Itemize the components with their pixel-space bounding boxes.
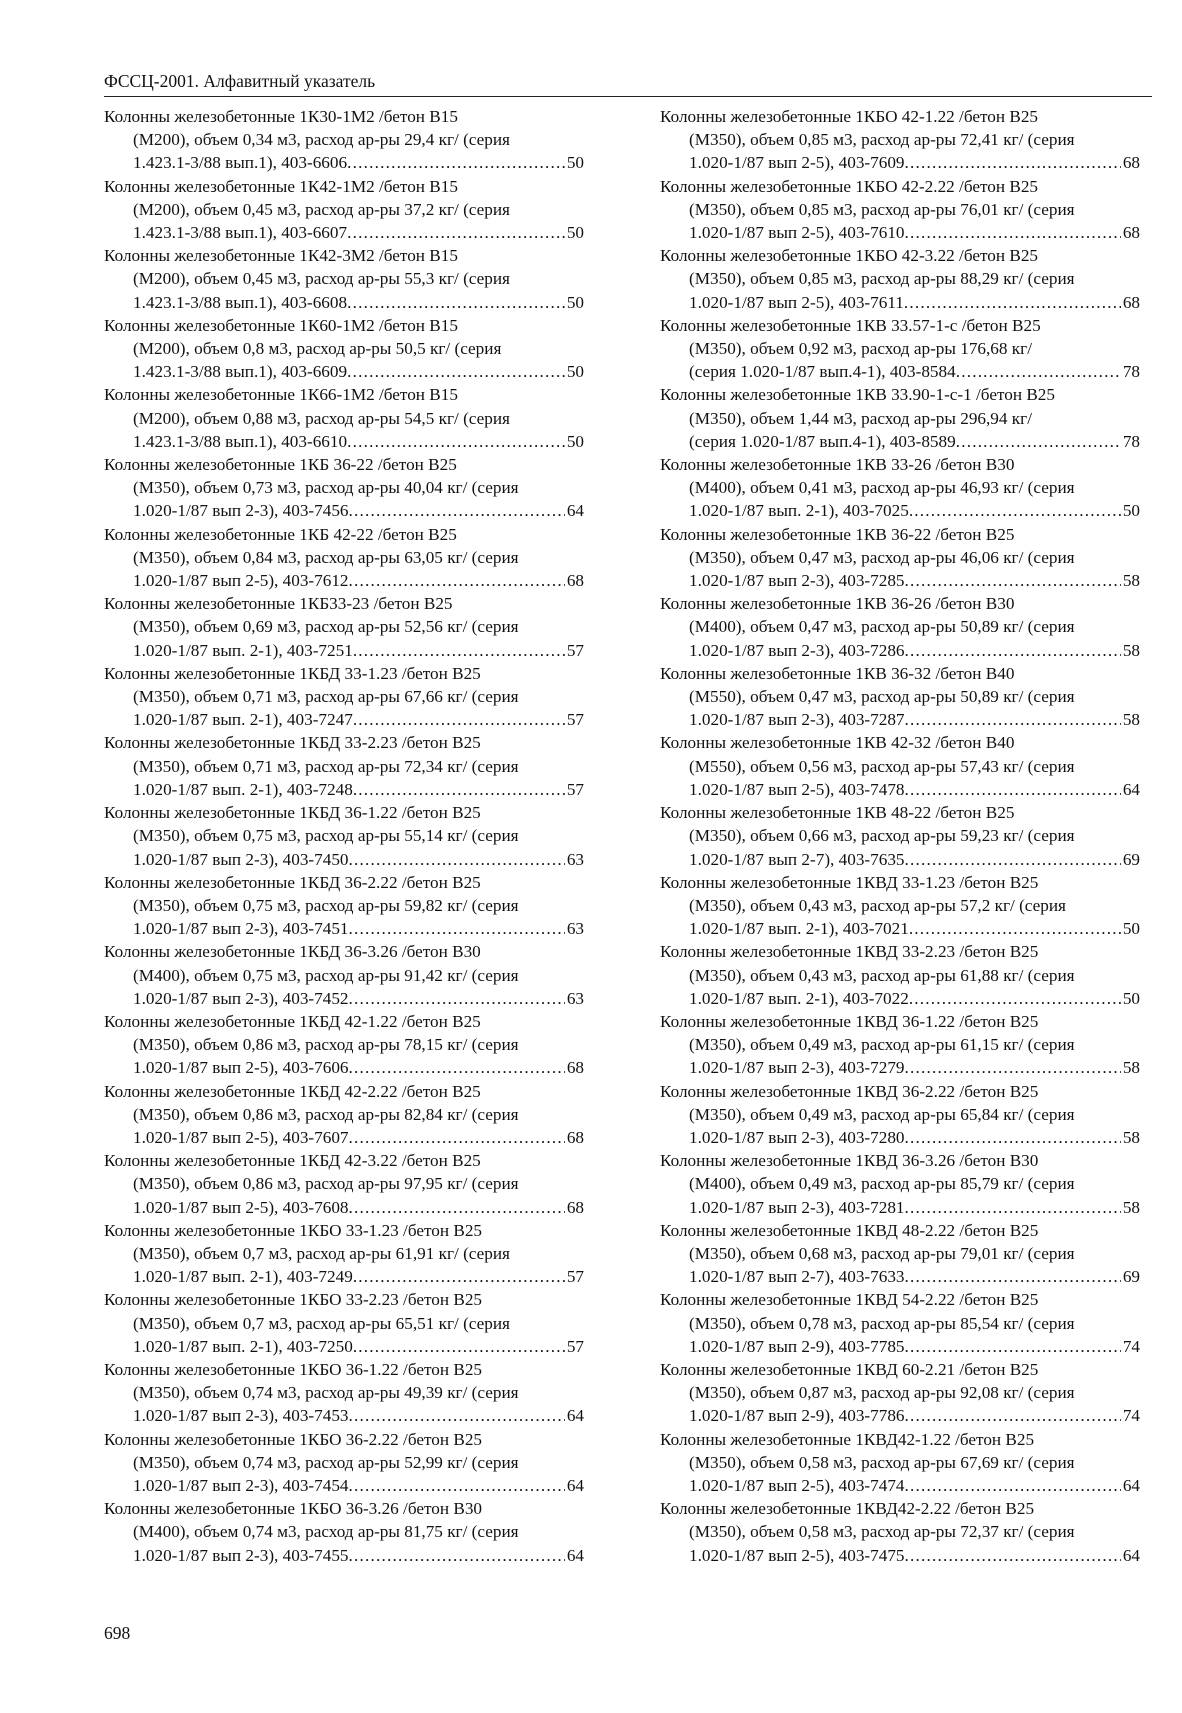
entry-description: (М350), объем 0,74 м3, расход ар-ры 49,39 кг/ (серия [133, 1383, 519, 1403]
index-entry [104, 1010, 584, 1080]
index-entry [104, 244, 584, 314]
entry-reference-line [104, 778, 584, 801]
entry-title: Колонны железобетонные 1КБО 36-3.26 /бетон B30 [104, 1499, 483, 1519]
dot-leader [353, 639, 565, 662]
entry-page-number: 57 [566, 640, 584, 660]
entry-description: (М350), объем 0,86 м3, расход ар-ры 78,15 кг/ (серия [133, 1035, 519, 1055]
entry-title: Колонны железобетонные 1КВД 36-1.22 /бетон B25 [660, 1011, 1039, 1031]
entry-title: Колонны железобетонные 1КВ 33-26 /бетон B30 [660, 455, 1015, 475]
entry-reference: 1.423.1-3/88 вып.1), 403-6610 [133, 431, 348, 451]
entry-reference: 1.020-1/87 вып 2-5), 403-7607 [133, 1127, 349, 1147]
entry-reference: 1.020-1/87 вып 2-7), 403-7633 [689, 1267, 905, 1287]
entry-description: (М350), объем 0,66 м3, расход ар-ры 59,23 кг/ (серия [689, 826, 1075, 846]
entry-page-number: 57 [566, 710, 584, 730]
page-title: ФССЦ-2001. Алфавитный указатель [104, 71, 376, 91]
entry-page-number: 50 [566, 223, 584, 243]
entry-page-number: 68 [566, 571, 584, 591]
entry-reference-line [660, 1265, 1140, 1288]
entry-title: Колонны железобетонные 1КВ 36-26 /бетон B30 [660, 594, 1015, 614]
entry-description: (М350), объем 0,92 м3, расход ар-ры 176,68 кг/ [689, 339, 1032, 359]
entry-description: (М350), объем 0,75 м3, расход ар-ры 55,14 кг/ (серия [133, 826, 519, 846]
dot-leader [905, 221, 1121, 244]
dot-leader [909, 917, 1121, 940]
entry-page-number: 50 [1122, 988, 1140, 1008]
entry-page-number: 68 [1122, 292, 1140, 312]
entry-reference-line [104, 569, 584, 592]
entry-reference: 1.020-1/87 вып. 2-1), 403-7248 [133, 779, 353, 799]
entry-description: (М350), объем 0,58 м3, расход ар-ры 72,37 кг/ (серия [689, 1522, 1075, 1542]
dot-leader [347, 360, 565, 383]
index-entry [104, 871, 584, 941]
entry-reference-line [660, 221, 1140, 244]
entry-title: Колонны железобетонные 1КБД 42-1.22 /бетон B25 [104, 1011, 481, 1031]
entry-page-number: 69 [1122, 849, 1140, 869]
entry-description: (М350), объем 0,85 м3, расход ар-ры 88,29 кг/ (серия [689, 269, 1075, 289]
entry-reference: 1.020-1/87 вып 2-3), 403-7456 [133, 501, 349, 521]
entry-reference: 1.020-1/87 вып. 2-1), 403-7249 [133, 1267, 353, 1287]
index-entry [660, 1219, 1140, 1289]
index-column-right [660, 105, 1140, 1567]
entry-description: (М400), объем 0,75 м3, расход ар-ры 91,42 кг/ (серия [133, 965, 519, 985]
entry-reference-line [660, 360, 1140, 383]
entry-description: (М350), объем 0,49 м3, расход ар-ры 61,15 кг/ (серия [689, 1035, 1075, 1055]
entry-description: (М350), объем 0,74 м3, расход ар-ры 52,99 кг/ (серия [133, 1452, 519, 1472]
index-entry [104, 662, 584, 732]
dot-leader [905, 848, 1121, 871]
entry-reference-line [660, 1335, 1140, 1358]
entry-reference-line [104, 987, 584, 1010]
entry-reference: 1.020-1/87 вып. 2-1), 403-7025 [689, 501, 909, 521]
entry-page-number: 50 [1122, 501, 1140, 521]
entry-reference: 1.020-1/87 вып 2-5), 403-7610 [689, 223, 905, 243]
dot-leader [905, 1126, 1121, 1149]
index-entry [104, 314, 584, 384]
entry-page-number: 68 [1122, 223, 1140, 243]
entry-title: Колонны железобетонные 1КБО 36-1.22 /бетон B25 [104, 1359, 483, 1379]
entry-page-number: 50 [566, 153, 584, 173]
index-entry [104, 1288, 584, 1358]
index-entry [104, 383, 584, 453]
entry-title: Колонны железобетонные 1К66-1М2 /бетон B15 [104, 385, 458, 405]
entry-reference-line [104, 848, 584, 871]
entry-description: (М550), объем 0,56 м3, расход ар-ры 57,43 кг/ (серия [689, 756, 1075, 776]
entry-reference-line [104, 1265, 584, 1288]
entry-reference: 1.423.1-3/88 вып.1), 403-6609 [133, 362, 348, 382]
entry-page-number: 63 [566, 988, 584, 1008]
entry-page-number: 58 [1122, 710, 1140, 730]
entry-page-number: 68 [1122, 153, 1140, 173]
entry-reference: 1.020-1/87 вып 2-3), 403-7450 [133, 849, 349, 869]
dot-leader [905, 639, 1121, 662]
index-entry [660, 175, 1140, 245]
entry-reference-line [660, 1404, 1140, 1427]
entry-title: Колонны железобетонные 1КВ 42-32 /бетон B40 [660, 733, 1015, 753]
index-entry [660, 1288, 1140, 1358]
index-entry [660, 314, 1140, 384]
dot-leader [349, 569, 565, 592]
dot-leader [905, 569, 1121, 592]
entry-title: Колонны железобетонные 1КВД 60-2.21 /бетон B25 [660, 1359, 1039, 1379]
entry-page-number: 78 [1122, 362, 1140, 382]
index-entry [104, 1149, 584, 1219]
entry-description: (М350), объем 0,85 м3, расход ар-ры 76,01 кг/ (серия [689, 199, 1075, 219]
dot-leader [905, 1196, 1121, 1219]
entry-description: (М400), объем 0,41 м3, расход ар-ры 46,93 кг/ (серия [689, 478, 1075, 498]
dot-leader [349, 1404, 565, 1427]
entry-reference-line [104, 1056, 584, 1079]
index-entry [660, 383, 1140, 453]
dot-leader [347, 291, 565, 314]
index-entry [104, 105, 584, 175]
entry-page-number: 64 [1122, 1545, 1140, 1565]
entry-reference-line [104, 1126, 584, 1149]
index-entry [104, 1219, 584, 1289]
index-entry [660, 1497, 1140, 1567]
entry-reference-line [104, 291, 584, 314]
index-entry [104, 453, 584, 523]
entry-reference-line [104, 1335, 584, 1358]
entry-page-number: 64 [1122, 1475, 1140, 1495]
entry-description: (М400), объем 0,74 м3, расход ар-ры 81,75 кг/ (серия [133, 1522, 519, 1542]
entry-reference: 1.020-1/87 вып 2-5), 403-7478 [689, 779, 905, 799]
entry-title: Колонны железобетонные 1К30-1М2 /бетон B15 [104, 107, 458, 126]
entry-reference: 1.020-1/87 вып 2-3), 403-7281 [689, 1197, 905, 1217]
dot-leader [905, 1474, 1121, 1497]
dot-leader [905, 1265, 1121, 1288]
index-column-left [104, 105, 584, 1567]
entry-reference-line [104, 151, 584, 174]
entry-description: (М350), объем 1,44 м3, расход ар-ры 296,94 кг/ [689, 408, 1032, 428]
entry-page-number: 58 [1122, 1127, 1140, 1147]
entry-reference: 1.020-1/87 вып 2-7), 403-7635 [689, 849, 905, 869]
dot-leader [956, 430, 1121, 453]
index-entry [104, 1497, 584, 1567]
entry-description: (М200), объем 0,8 м3, расход ар-ры 50,5 кг/ (серия [133, 339, 502, 359]
index-entry [660, 523, 1140, 593]
entry-page-number: 69 [1122, 1267, 1140, 1287]
index-entry [104, 592, 584, 662]
entry-reference: 1.020-1/87 вып 2-3), 403-7451 [133, 919, 349, 939]
entry-description: (М350), объем 0,71 м3, расход ар-ры 67,66 кг/ (серия [133, 687, 519, 707]
entry-reference-line [660, 708, 1140, 731]
entry-description: (М350), объем 0,71 м3, расход ар-ры 72,34 кг/ (серия [133, 756, 519, 776]
dot-leader [905, 1056, 1121, 1079]
entry-description: (М200), объем 0,45 м3, расход ар-ры 37,2 кг/ (серия [133, 199, 510, 219]
entry-title: Колонны железобетонные 1КБ 36-22 /бетон B25 [104, 455, 457, 475]
entry-reference: 1.020-1/87 вып 2-5), 403-7475 [689, 1545, 905, 1565]
entry-title: Колонны железобетонные 1КВ 33.57-1-с /бетон B25 [660, 315, 1041, 335]
dot-leader [905, 1404, 1121, 1427]
entry-reference-line [104, 708, 584, 731]
entry-page-number: 64 [566, 1545, 584, 1565]
entry-description: (М550), объем 0,47 м3, расход ар-ры 50,89 кг/ (серия [689, 687, 1075, 707]
dot-leader [347, 430, 565, 453]
entry-reference: 1.020-1/87 вып 2-3), 403-7452 [133, 988, 349, 1008]
entry-title: Колонны железобетонные 1КБО 42-3.22 /бетон B25 [660, 246, 1039, 266]
index-entry [660, 1010, 1140, 1080]
entry-reference: 1.020-1/87 вып. 2-1), 403-7021 [689, 919, 909, 939]
dot-leader [349, 1544, 565, 1567]
entry-title: Колонны железобетонные 1КВД 36-3.26 /бетон B30 [660, 1151, 1039, 1171]
entry-title: Колонны железобетонные 1КБД 36-1.22 /бетон B25 [104, 803, 481, 823]
entry-title: Колонны железобетонные 1КБО 36-2.22 /бетон B25 [104, 1429, 483, 1449]
entry-reference-line [104, 1196, 584, 1219]
entry-reference: 1.020-1/87 вып 2-5), 403-7609 [689, 153, 905, 173]
dot-leader [347, 221, 565, 244]
entry-reference: (серия 1.020-1/87 вып.4-1), 403-8589 [689, 431, 956, 451]
entry-reference-line [660, 499, 1140, 522]
entry-page-number: 63 [566, 919, 584, 939]
index-entry [660, 105, 1140, 175]
index-entry [660, 1358, 1140, 1428]
dot-leader [905, 1335, 1121, 1358]
entry-reference: 1.020-1/87 вып 2-3), 403-7286 [689, 640, 905, 660]
index-entry [104, 1428, 584, 1498]
index-entry [660, 1428, 1140, 1498]
entry-reference-line [660, 291, 1140, 314]
index-entry [660, 871, 1140, 941]
index-entry [660, 453, 1140, 523]
entry-reference-line [104, 430, 584, 453]
entry-title: Колонны железобетонные 1КБД 42-2.22 /бетон B25 [104, 1081, 481, 1101]
dot-leader [353, 708, 565, 731]
entry-reference-line [104, 639, 584, 662]
index-entry [104, 731, 584, 801]
dot-leader [905, 1544, 1121, 1567]
entry-reference-line [104, 1404, 584, 1427]
entry-page-number: 74 [1122, 1336, 1140, 1356]
dot-leader [349, 1474, 565, 1497]
dot-leader [353, 1265, 565, 1288]
entry-title: Колонны железобетонные 1К42-3М2 /бетон B15 [104, 246, 458, 266]
entry-reference-line [104, 917, 584, 940]
entry-reference-line [660, 987, 1140, 1010]
entry-reference-line [104, 360, 584, 383]
entry-description: (М350), объем 0,86 м3, расход ар-ры 97,95 кг/ (серия [133, 1174, 519, 1194]
entry-reference-line [660, 1126, 1140, 1149]
entry-reference: 1.020-1/87 вып. 2-1), 403-7251 [133, 640, 353, 660]
entry-description: (М350), объем 0,85 м3, расход ар-ры 72,41 кг/ (серия [689, 130, 1075, 150]
entry-description: (М350), объем 0,7 м3, расход ар-ры 65,51 кг/ (серия [133, 1313, 510, 1333]
entry-reference: 1.020-1/87 вып 2-5), 403-7474 [689, 1475, 905, 1495]
index-entry [104, 175, 584, 245]
index-entry [104, 1358, 584, 1428]
entry-description: (М350), объем 0,84 м3, расход ар-ры 63,05 кг/ (серия [133, 547, 519, 567]
entry-page-number: 63 [566, 849, 584, 869]
entry-page-number: 74 [1122, 1406, 1140, 1426]
dot-leader [905, 708, 1121, 731]
entry-title: Колонны железобетонные 1КВ 33.90-1-с-1 /бетон B25 [660, 385, 1055, 405]
dot-leader [349, 848, 565, 871]
index-entry [104, 523, 584, 593]
entry-title: Колонны железобетонные 1КВД 54-2.22 /бетон B25 [660, 1290, 1039, 1310]
entry-title: Колонны железобетонные 1К42-1М2 /бетон B15 [104, 176, 458, 196]
entry-title: Колонны железобетонные 1КБО 33-2.23 /бетон B25 [104, 1290, 483, 1310]
entry-title: Колонны железобетонные 1КВД42-2.22 /бетон B25 [660, 1499, 1035, 1519]
entry-page-number: 64 [1122, 779, 1140, 799]
entry-page-number: 68 [566, 1058, 584, 1078]
entry-reference-line [660, 848, 1140, 871]
entry-title: Колонны железобетонные 1КВД 48-2.22 /бетон B25 [660, 1220, 1039, 1240]
dot-leader [905, 151, 1121, 174]
entry-reference: 1.020-1/87 вып. 2-1), 403-7022 [689, 988, 909, 1008]
entry-title: Колонны железобетонные 1КВД42-1.22 /бетон B25 [660, 1429, 1035, 1449]
entry-description: (М350), объем 0,43 м3, расход ар-ры 61,88 кг/ (серия [689, 965, 1075, 985]
entry-reference: 1.020-1/87 вып 2-5), 403-7611 [689, 292, 904, 312]
entry-page-number: 58 [1122, 640, 1140, 660]
dot-leader [347, 151, 565, 174]
dot-leader [909, 499, 1121, 522]
entry-reference-line [104, 1544, 584, 1567]
entry-reference-line [660, 1474, 1140, 1497]
entry-title: Колонны железобетонные 1К60-1М2 /бетон B15 [104, 315, 458, 335]
entry-description: (М350), объем 0,43 м3, расход ар-ры 57,2 кг/ (серия [689, 895, 1066, 915]
entry-reference-line [660, 1056, 1140, 1079]
entry-reference: 1.020-1/87 вып 2-3), 403-7454 [133, 1475, 349, 1495]
entry-page-number: 64 [566, 1406, 584, 1426]
page-number: 698 [104, 1623, 131, 1643]
entry-reference: 1.423.1-3/88 вып.1), 403-6607 [133, 223, 348, 243]
dot-leader [349, 1056, 565, 1079]
entry-title: Колонны железобетонные 1КВ 36-22 /бетон B25 [660, 524, 1015, 544]
dot-leader [349, 987, 565, 1010]
entry-reference: 1.020-1/87 вып 2-9), 403-7786 [689, 1406, 905, 1426]
entry-reference-line [660, 917, 1140, 940]
entry-description: (М400), объем 0,47 м3, расход ар-ры 50,89 кг/ (серия [689, 617, 1075, 637]
entry-description: (М200), объем 0,45 м3, расход ар-ры 55,3 кг/ (серия [133, 269, 510, 289]
entry-reference-line [660, 778, 1140, 801]
entry-page-number: 57 [566, 1336, 584, 1356]
entry-title: Колонны железобетонные 1КБД 36-2.22 /бетон B25 [104, 872, 481, 892]
entry-reference: 1.020-1/87 вып 2-3), 403-7285 [689, 571, 905, 591]
entry-description: (М350), объем 0,47 м3, расход ар-ры 46,06 кг/ (серия [689, 547, 1075, 567]
dot-leader [349, 499, 565, 522]
entry-page-number: 68 [566, 1127, 584, 1147]
entry-reference-line [660, 1544, 1140, 1567]
entry-page-number: 57 [566, 1267, 584, 1287]
index-entry [660, 801, 1140, 871]
entry-reference-line [660, 151, 1140, 174]
entry-description: (М200), объем 0,34 м3, расход ар-ры 29,4 кг/ (серия [133, 130, 510, 150]
entry-reference: 1.020-1/87 вып 2-5), 403-7612 [133, 571, 349, 591]
entry-page-number: 78 [1122, 431, 1140, 451]
entry-title: Колонны железобетонные 1КБО 33-1.23 /бетон B25 [104, 1220, 483, 1240]
dot-leader [353, 1335, 565, 1358]
entry-title: Колонны железобетонные 1КБД 33-2.23 /бетон B25 [104, 733, 481, 753]
entry-reference: 1.020-1/87 вып 2-3), 403-7455 [133, 1545, 349, 1565]
entry-page-number: 58 [1122, 1197, 1140, 1217]
entry-reference-line [660, 639, 1140, 662]
entry-reference-line [660, 430, 1140, 453]
dot-leader [349, 1196, 565, 1219]
entry-title: Колонны железобетонные 1КВД 33-1.23 /бетон B25 [660, 872, 1039, 892]
entry-title: Колонны железобетонные 1КБД 42-3.22 /бетон B25 [104, 1151, 481, 1171]
index-entry [660, 731, 1140, 801]
dot-leader [349, 917, 565, 940]
entry-title: Колонны железобетонные 1КБО 42-2.22 /бетон B25 [660, 176, 1039, 196]
entry-reference: 1.020-1/87 вып 2-3), 403-7280 [689, 1127, 905, 1147]
entry-page-number: 58 [1122, 571, 1140, 591]
index-entry [660, 662, 1140, 732]
index-entry [104, 801, 584, 871]
entry-reference-line [104, 499, 584, 522]
entry-page-number: 58 [1122, 1058, 1140, 1078]
entry-title: Колонны железобетонные 1КБД 33-1.23 /бетон B25 [104, 663, 481, 683]
entry-title: Колонны железобетонные 1КБД 36-3.26 /бетон B30 [104, 942, 481, 962]
entry-title: Колонны железобетонные 1КВД 33-2.23 /бетон B25 [660, 942, 1039, 962]
entry-description: (М350), объем 0,73 м3, расход ар-ры 40,04 кг/ (серия [133, 478, 519, 498]
index-entry [660, 940, 1140, 1010]
dot-leader [353, 778, 565, 801]
entry-reference: 1.020-1/87 вып. 2-1), 403-7247 [133, 710, 353, 730]
index-entry [660, 592, 1140, 662]
entry-reference: (серия 1.020-1/87 вып.4-1), 403-8584 [689, 362, 956, 382]
entry-description: (М350), объем 0,7 м3, расход ар-ры 61,91 кг/ (серия [133, 1243, 510, 1263]
page-header [104, 70, 1152, 97]
entry-page-number: 50 [1122, 919, 1140, 939]
dot-leader [904, 291, 1121, 314]
entry-page-number: 64 [566, 501, 584, 521]
entry-title: Колонны железобетонные 1КБО 42-1.22 /бетон B25 [660, 107, 1039, 126]
entry-page-number: 50 [566, 362, 584, 382]
entry-reference: 1.020-1/87 вып 2-3), 403-7279 [689, 1058, 905, 1078]
entry-description: (М350), объем 0,86 м3, расход ар-ры 82,84 кг/ (серия [133, 1104, 519, 1124]
index-entry [660, 1080, 1140, 1150]
entry-title: Колонны железобетонные 1КБ33-23 /бетон B25 [104, 594, 453, 614]
index-entry [104, 940, 584, 1010]
entry-reference: 1.020-1/87 вып 2-5), 403-7606 [133, 1058, 349, 1078]
entry-title: Колонны железобетонные 1КВ 36-32 /бетон B40 [660, 663, 1015, 683]
entry-title: Колонны железобетонные 1КБ 42-22 /бетон B25 [104, 524, 457, 544]
entry-description: (М200), объем 0,88 м3, расход ар-ры 54,5 кг/ (серия [133, 408, 510, 428]
entry-reference: 1.423.1-3/88 вып.1), 403-6608 [133, 292, 348, 312]
entry-description: (М400), объем 0,49 м3, расход ар-ры 85,79 кг/ (серия [689, 1174, 1075, 1194]
entry-reference: 1.020-1/87 вып 2-3), 403-7453 [133, 1406, 349, 1426]
entry-reference: 1.020-1/87 вып 2-9), 403-7785 [689, 1336, 905, 1356]
entry-page-number: 68 [566, 1197, 584, 1217]
entry-reference: 1.423.1-3/88 вып.1), 403-6606 [133, 153, 348, 173]
entry-page-number: 50 [566, 292, 584, 312]
entry-title: Колонны железобетонные 1КВД 36-2.22 /бетон B25 [660, 1081, 1039, 1101]
dot-leader [349, 1126, 565, 1149]
entry-reference: 1.020-1/87 вып 2-3), 403-7287 [689, 710, 905, 730]
entry-description: (М350), объем 0,87 м3, расход ар-ры 92,08 кг/ (серия [689, 1383, 1075, 1403]
entry-page-number: 57 [566, 779, 584, 799]
entry-description: (М350), объем 0,58 м3, расход ар-ры 67,69 кг/ (серия [689, 1452, 1075, 1472]
entry-description: (М350), объем 0,68 м3, расход ар-ры 79,01 кг/ (серия [689, 1243, 1075, 1263]
entry-description: (М350), объем 0,75 м3, расход ар-ры 59,82 кг/ (серия [133, 895, 519, 915]
entry-description: (М350), объем 0,49 м3, расход ар-ры 65,84 кг/ (серия [689, 1104, 1075, 1124]
entry-reference: 1.020-1/87 вып 2-5), 403-7608 [133, 1197, 349, 1217]
index-entry [660, 1149, 1140, 1219]
entry-page-number: 50 [566, 431, 584, 451]
dot-leader [909, 987, 1121, 1010]
index-entry [104, 1080, 584, 1150]
entry-reference-line [660, 1196, 1140, 1219]
entry-page-number: 64 [566, 1475, 584, 1495]
dot-leader [956, 360, 1121, 383]
entry-description: (М350), объем 0,78 м3, расход ар-ры 85,54 кг/ (серия [689, 1313, 1075, 1333]
entry-reference-line [104, 221, 584, 244]
entry-description: (М350), объем 0,69 м3, расход ар-ры 52,56 кг/ (серия [133, 617, 519, 637]
entry-title: Колонны железобетонные 1КВ 48-22 /бетон B25 [660, 803, 1015, 823]
entry-reference-line [660, 569, 1140, 592]
index-entry [660, 244, 1140, 314]
dot-leader [905, 778, 1121, 801]
entry-reference-line [104, 1474, 584, 1497]
entry-reference: 1.020-1/87 вып. 2-1), 403-7250 [133, 1336, 353, 1356]
